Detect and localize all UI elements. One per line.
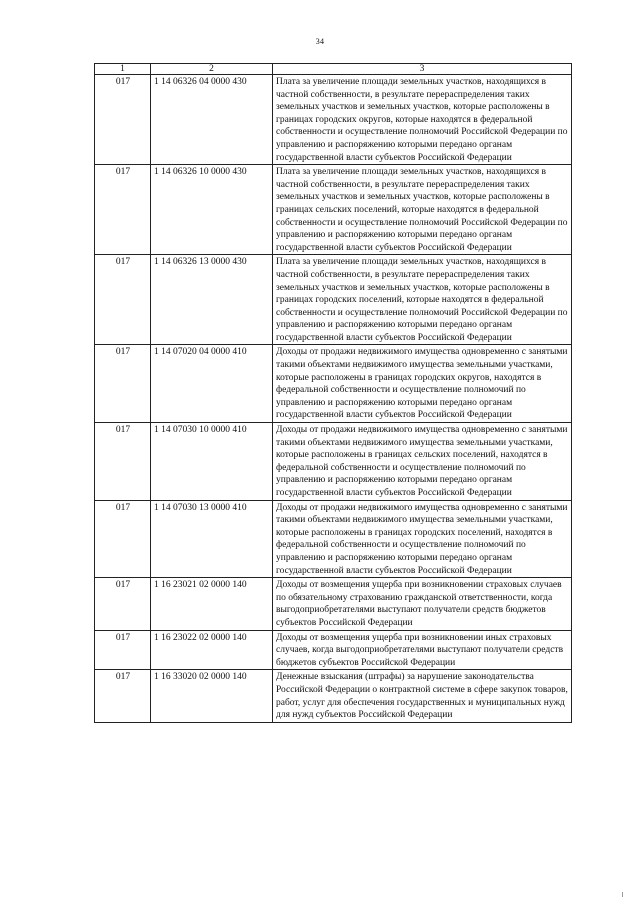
page-number: 34: [315, 37, 325, 46]
admin-code-cell: 017: [95, 345, 151, 423]
table-row: [95, 345, 572, 423]
column-header-1: 1: [95, 64, 151, 75]
table-row: [95, 670, 572, 722]
revenue-codes-table: [94, 63, 572, 723]
budget-code-cell: 1 14 06326 13 0000 430: [151, 255, 273, 345]
description-cell: Плата за увеличение площади земельных участков, находящихся в частной собственности, в результате перераспределения таких земельных участков и земельных участков, которые расположены в границах городских округов, которые находятся в федеральной собственности и осуществление полномочий Российской Федерации по управлению и распоряжению которыми передано органам государственной власти субъектов Российской Федерации: [273, 75, 572, 165]
column-header-3: 3: [273, 64, 572, 75]
description-cell: Денежные взыскания (штрафы) за нарушение законодательства Российской Федерации о контрактной системе в сфере закупок товаров, работ, услуг для обеспечения государственных и муниципальных нужд для нужд субъектов Российской Федерации: [273, 670, 572, 722]
budget-code-cell: 1 14 07030 10 0000 410: [151, 423, 273, 501]
description-cell: Доходы от продажи недвижимого имущества одновременно с занятыми такими объектами недвижимого имущества земельными участками, которые расположены в границах сельских поселений, находятся в федеральной собственности и осуществление полномочий по управлению и распоряжению которыми передано органам государственной власти субъектов Российской Федерации: [273, 423, 572, 501]
budget-code-cell: 1 16 23022 02 0000 140: [151, 630, 273, 670]
table-row: [95, 75, 572, 165]
description-cell: Доходы от продажи недвижимого имущества одновременно с занятыми такими объектами недвижимого имущества земельными участками, которые расположены в границах городских округов, находятся в федеральной собственности и осуществление полномочий по управлению и распоряжению которыми передано органам государственной власти субъектов Российской Федерации: [273, 345, 572, 423]
table-row: [95, 500, 572, 578]
budget-code-cell: 1 14 06326 04 0000 430: [151, 75, 273, 165]
admin-code-cell: 017: [95, 500, 151, 578]
budget-code-cell: 1 14 07020 04 0000 410: [151, 345, 273, 423]
scan-mark: [622, 892, 623, 897]
table-row: [95, 165, 572, 255]
table-header-row: [95, 64, 572, 75]
description-cell: Доходы от возмещения ущерба при возникновении страховых случаев по обязательному страхованию гражданской ответственности, когда выгодоприобретателями выступают получатели средств бюджетов субъектов Российской Федерации: [273, 578, 572, 630]
description-cell: Плата за увеличение площади земельных участков, находящихся в частной собственности, в результате перераспределения таких земельных участков и земельных участков, которые расположены в границах сельских поселений, которые находятся в федеральной собственности и осуществление полномочий Российской Федерации по управлению и распоряжению которыми передано органам государственной власти субъектов Российской Федерации: [273, 165, 572, 255]
admin-code-cell: 017: [95, 255, 151, 345]
table-row: [95, 255, 572, 345]
admin-code-cell: 017: [95, 165, 151, 255]
budget-code-cell: 1 14 06326 10 0000 430: [151, 165, 273, 255]
column-header-2: 2: [151, 64, 273, 75]
admin-code-cell: 017: [95, 423, 151, 501]
budget-code-cell: 1 14 07030 13 0000 410: [151, 500, 273, 578]
budget-code-cell: 1 16 33020 02 0000 140: [151, 670, 273, 722]
description-cell: Плата за увеличение площади земельных участков, находящихся в частной собственности, в результате перераспределения таких земельных участков и земельных участков, которые расположены в границах городских поселений, которые находятся в федеральной собственности и осуществление полномочий Российской Федерации по управлению и распоряжению которыми передано органам государственной власти субъектов Российской Федерации: [273, 255, 572, 345]
description-cell: Доходы от возмещения ущерба при возникновении иных страховых случаев, когда выгодоприобретателями выступают получатели средств бюджетов субъектов Российской Федерации: [273, 630, 572, 670]
admin-code-cell: 017: [95, 630, 151, 670]
table-row: [95, 630, 572, 670]
table-row: [95, 578, 572, 630]
admin-code-cell: 017: [95, 75, 151, 165]
admin-code-cell: 017: [95, 670, 151, 722]
admin-code-cell: 017: [95, 578, 151, 630]
budget-code-cell: 1 16 23021 02 0000 140: [151, 578, 273, 630]
description-cell: Доходы от продажи недвижимого имущества одновременно с занятыми такими объектами недвижимого имущества земельными участками, которые расположены в границах городских поселений, находятся в федеральной собственности и осуществление полномочий по управлению и распоряжению которыми передано органам государственной власти субъектов Российской Федерации: [273, 500, 572, 578]
table-row: [95, 423, 572, 501]
